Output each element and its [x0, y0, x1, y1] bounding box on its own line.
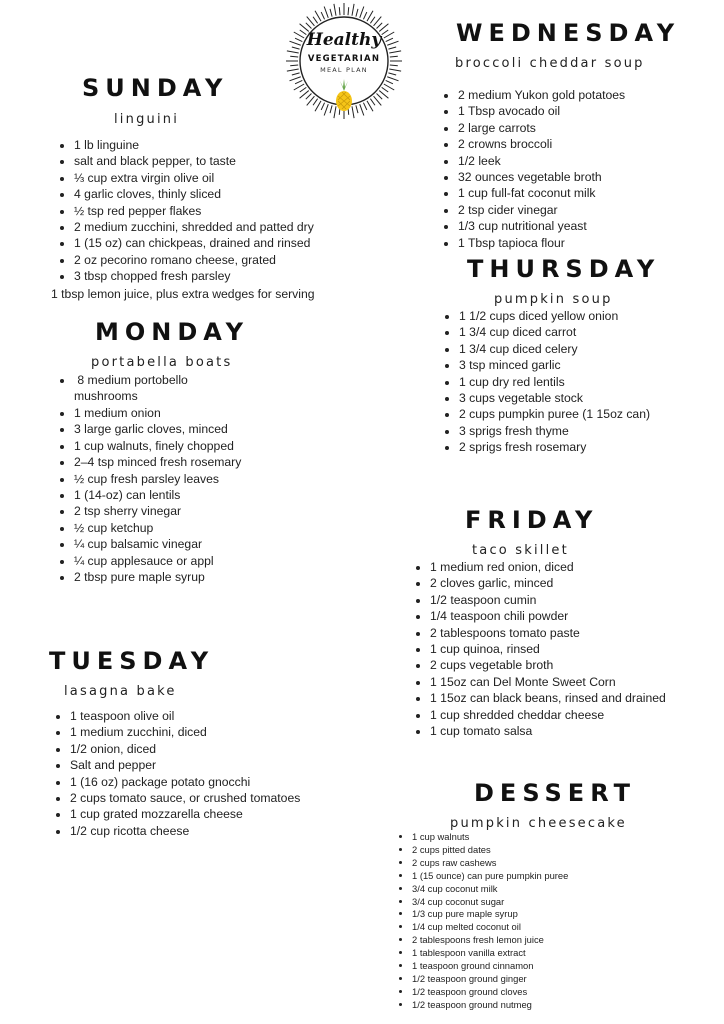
logo-word: VEGETARIAN [307, 54, 381, 64]
list-item: • 1 cup walnuts, finely chopped [74, 438, 241, 454]
list-item: • 1 15oz can black beans, rinsed and drained [430, 690, 666, 706]
list-item: • ¼ cup applesauce or appl [74, 553, 241, 569]
list-item: • 1 cup dry red lentils [459, 374, 650, 390]
monday-ingredients-more [56, 405, 241, 585]
list-item: • 1/3 cup pure maple syrup [412, 908, 568, 921]
list-item: • 1/4 teaspoon chili powder [430, 608, 666, 624]
list-item: • Salt and pepper [70, 757, 300, 773]
friday-dish: taco skillet [472, 543, 569, 558]
wednesday-dish: broccoli cheddar soup [455, 56, 645, 71]
pineapple-icon [329, 79, 359, 113]
list-item: • 1 teaspoon ground cinnamon [412, 960, 568, 973]
list-item: • 2 oz pecorino romano cheese, grated [74, 252, 314, 268]
list-item: • ½ cup ketchup [74, 520, 241, 536]
list-item: • 1 cup shredded cheddar cheese [430, 707, 666, 723]
sunday-dish: linguini [114, 112, 180, 127]
list-item: • 1 tablespoon vanilla extract [412, 947, 568, 960]
list-item: • 2 tablespoons tomato paste [430, 625, 666, 641]
list-item: • 2 tablespoons fresh lemon juice [412, 934, 568, 947]
list-item: • 1 1/2 cups diced yellow onion [459, 308, 650, 324]
list-item: • 1 15oz can Del Monte Sweet Corn [430, 674, 666, 690]
list-item: • 2 cloves garlic, minced [430, 575, 666, 591]
list-item: • 2 medium Yukon gold potatoes [458, 87, 625, 103]
list-item: • 1 medium zucchini, diced [70, 724, 300, 740]
wednesday-heading: WEDNESDAY [456, 19, 681, 47]
thursday-ingredients [441, 308, 650, 456]
list-item: • 1/2 teaspoon ground ginger [412, 973, 568, 986]
monday-ingredients [56, 372, 188, 405]
list-item: • ½ cup fresh parsley leaves [74, 471, 241, 487]
list-item: • 1/2 cup ricotta cheese [70, 823, 300, 839]
list-item: • 1/2 teaspoon ground cloves [412, 986, 568, 999]
list-item: • 1 cup full-fat coconut milk [458, 185, 625, 201]
list-item: • 2–4 tsp minced fresh rosemary [74, 454, 241, 470]
list-item: • 1 (15 ounce) can pure pumpkin puree [412, 870, 568, 883]
monday-dish: portabella boats [91, 355, 233, 370]
list-item: • 1 cup quinoa, rinsed [430, 641, 666, 657]
list-item: • 4 garlic cloves, thinly sliced [74, 186, 314, 202]
monday-heading: MONDAY [95, 318, 249, 346]
list-item: • 1 teaspoon olive oil [70, 708, 300, 724]
wednesday-ingredients [440, 87, 625, 251]
friday-heading: FRIDAY [465, 506, 599, 534]
list-item: • 1/2 leek [458, 153, 625, 169]
list-item: • 1/2 onion, diced [70, 741, 300, 757]
list-item: • 2 cups pitted dates [412, 844, 568, 857]
list-item: • ¼ cup balsamic vinegar [74, 536, 241, 552]
list-item: • 1 medium onion [74, 405, 241, 421]
list-item: • 1 Tbsp avocado oil [458, 103, 625, 119]
list-item: • 2 cups vegetable broth [430, 657, 666, 673]
list-item: • 1 Tbsp tapioca flour [458, 235, 625, 251]
list-item: • 1 3/4 cup diced carrot [459, 324, 650, 340]
list-item: • 2 cups pumpkin puree (1 15oz can) [459, 406, 650, 422]
list-item: • 1/2 teaspoon cumin [430, 592, 666, 608]
list-item: • 1 medium red onion, diced [430, 559, 666, 575]
list-item: • 3 cups vegetable stock [459, 390, 650, 406]
list-item: • 1/3 cup nutritional yeast [458, 218, 625, 234]
list-item: • 3 large garlic cloves, minced [74, 421, 241, 437]
tuesday-heading: TUESDAY [49, 647, 215, 675]
friday-ingredients [412, 559, 666, 739]
list-item: • 2 tsp sherry vinegar [74, 503, 241, 519]
list-item: • salt and black pepper, to taste [74, 153, 314, 169]
list-item: • 2 tbsp pure maple syrup [74, 569, 241, 585]
list-item: • 1 cup walnuts [412, 831, 568, 844]
list-item: • 1 (16 oz) package potato gnocchi [70, 774, 300, 790]
sunday-ingredients [56, 137, 314, 285]
list-item-text: 8 medium portobello [74, 373, 188, 387]
dessert-ingredients [394, 831, 568, 1012]
tuesday-ingredients [52, 708, 300, 839]
dessert-dish: pumpkin cheesecake [450, 816, 627, 831]
sunday-heading: SUNDAY [82, 74, 229, 102]
list-item: • ½ tsp red pepper flakes [74, 203, 314, 219]
list-item: • 2 large carrots [458, 120, 625, 136]
list-item: • 1/2 teaspoon ground nutmeg [412, 999, 568, 1012]
list-item: • 2 sprigs fresh rosemary [459, 439, 650, 455]
sunday-extra-ingredient: 1 tbsp lemon juice, plus extra wedges for serving [51, 287, 315, 301]
list-item: • 1 cup grated mozzarella cheese [70, 806, 300, 822]
list-item: • 1 3/4 cup diced celery [459, 341, 650, 357]
list-item: • 2 cups raw cashews [412, 857, 568, 870]
dessert-heading: DESSERT [474, 779, 636, 807]
list-item: • 1/4 cup melted coconut oil [412, 921, 568, 934]
list-item: • ⅓ cup extra virgin olive oil [74, 170, 314, 186]
list-item: • 32 ounces vegetable broth [458, 169, 625, 185]
list-item: • 3 tsp minced garlic [459, 357, 650, 373]
list-item: • 1 lb linguine [74, 137, 314, 153]
tuesday-dish: lasagna bake [64, 684, 177, 699]
list-item: • 1 (14-oz) can lentils [74, 487, 241, 503]
thursday-heading: THURSDAY [467, 255, 661, 283]
list-item: • 3 tbsp chopped fresh parsley [74, 268, 314, 284]
list-item [74, 372, 188, 405]
list-item: • 3/4 cup coconut sugar [412, 896, 568, 909]
list-item: • 2 tsp cider vinegar [458, 202, 625, 218]
list-item-text-continued: mushrooms [74, 389, 138, 404]
list-item: • 3 sprigs fresh thyme [459, 423, 650, 439]
thursday-dish: pumpkin soup [494, 292, 613, 307]
list-item: • 1 (15 oz) can chickpeas, drained and rinsed [74, 235, 314, 251]
list-item: • 3/4 cup coconut milk [412, 883, 568, 896]
list-item: • 2 medium zucchini, shredded and patted dry [74, 219, 314, 235]
logo-script-word: Healthy [306, 30, 382, 50]
list-item: • 2 cups tomato sauce, or crushed tomatoes [70, 790, 300, 806]
logo-subtitle: MEAL PLAN [320, 66, 368, 74]
logo-badge [285, 2, 403, 120]
list-item: • 2 crowns broccoli [458, 136, 625, 152]
list-item: • 1 cup tomato salsa [430, 723, 666, 739]
